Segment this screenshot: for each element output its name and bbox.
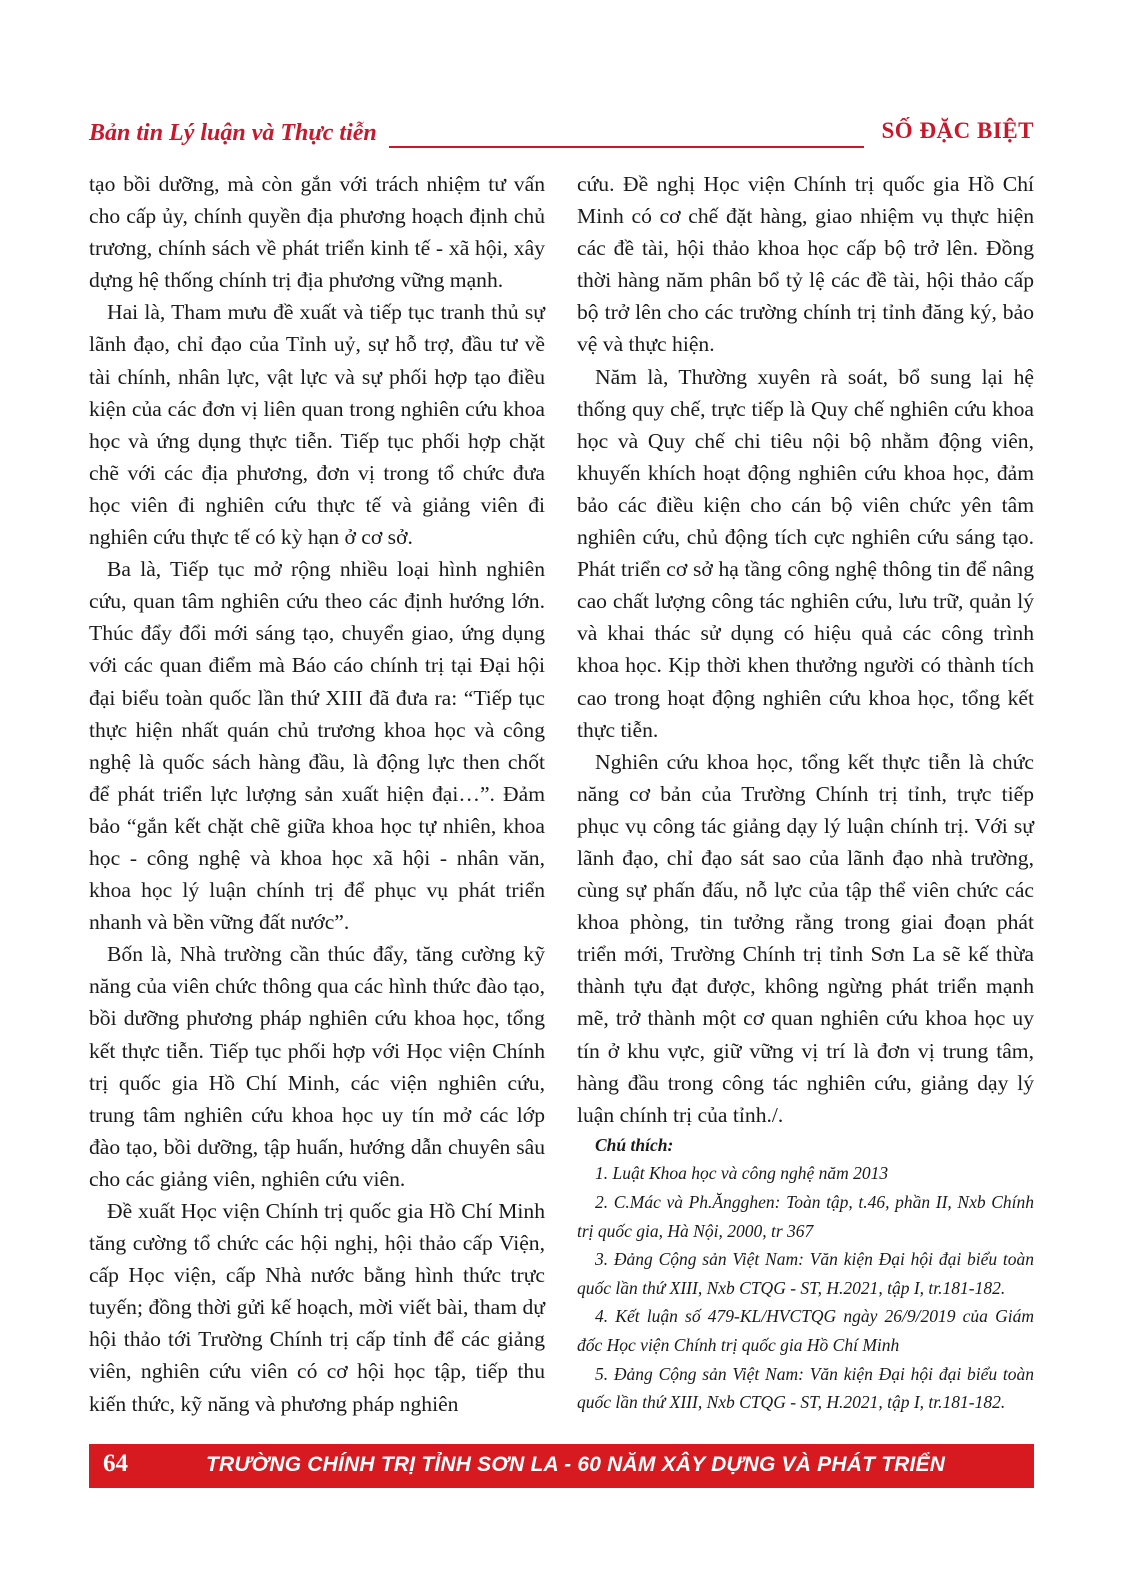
paragraph: Bốn là, Nhà trường cần thúc đẩy, tăng cường kỹ năng của viên chức thông qua các hình thức đào tạo, bồi dưỡng phương pháp nghiên cứu khoa học, tổng kết thực tiễn. Tiếp tục phối hợp với Học viện Chính trị quốc gia Hồ Chí Minh, các viện nghiên cứu, trung tâm nghiên cứu khoa học uy tín mở các lớp đào tạo, bồi dưỡng, tập huấn, hướng dẫn chuyên sâu cho các giảng viên, nghiên cứu viên.: [89, 942, 545, 1191]
footer-title: TRƯỜNG CHÍNH TRỊ TỈNH SƠN LA - 60 NĂM XÂY DỰNG VÀ PHÁT TRIỂN: [206, 1453, 946, 1476]
page-header: [89, 118, 1034, 150]
bulletin-title: Bản tin Lý luận và Thực tiễn: [89, 120, 377, 146]
paragraph: Nghiên cứu khoa học, tổng kết thực tiễn là chức năng cơ bản của Trường Chính trị tỉnh, trực tiếp phục vụ công tác giảng dạy lý luận chính trị. Với sự lãnh đạo, chỉ đạo sát sao của lãnh đạo nhà trường, cùng sự phấn đấu, nỗ lực của tập thể viên chức các khoa phòng, tin tưởng rằng trong giai đoạn phát triển mới, Trường Chính trị tỉnh Sơn La sẽ kế thừa thành tựu đạt được, không ngừng phát triển mạnh mẽ, trở thành một cơ quan nghiên cứu khoa học uy tín ở khu vực, giữ vững vị trí là đơn vị trung tâm, hàng đầu trong công tác nghiên cứu, giảng dạy lý luận chính trị của tỉnh./.: [577, 749, 1034, 1127]
footnote-item: 2. C.Mác và Ph.Ăngghen: Toàn tập, t.46, phần II, Nxb Chính trị quốc gia, Hà Nội, 2000, tr 367: [577, 1192, 1034, 1241]
footnote-item: 3. Đảng Cộng sản Việt Nam: Văn kiện Đại hội đại biểu toàn quốc lần thứ XIII, Nxb CTQG - ST, H.2021, tập I, tr.181-182.: [577, 1249, 1034, 1298]
paragraph: cứu. Đề nghị Học viện Chính trị quốc gia Hồ Chí Minh có cơ chế đặt hàng, giao nhiệm vụ thực hiện các đề tài, hội thảo khoa học cấp bộ trở lên. Đồng thời hàng năm phân bổ tỷ lệ các đề tài, hội thảo cấp bộ trở lên cho các trường chính trị tỉnh đăng ký, bảo vệ và thực hiện.: [577, 172, 1034, 357]
footnote-item: 5. Đảng Cộng sản Việt Nam: Văn kiện Đại hội đại biểu toàn quốc lần thứ XIII, Nxb CTQG - ST, H.2021, tập I, tr.181-182.: [577, 1363, 1034, 1413]
issue-label: SỐ ĐẶC BIỆT: [881, 118, 1034, 143]
paragraph: tạo bồi dưỡng, mà còn gắn với trách nhiệm tư vấn cho cấp ủy, chính quyền địa phương hoạch định chủ trương, chính sách về phát triển kinh tế - xã hội, xây dựng hệ thống chính trị địa phương vững mạnh.: [89, 172, 545, 293]
paragraph: Hai là, Tham mưu đề xuất và tiếp tục tranh thủ sự lãnh đạo, chỉ đạo của Tỉnh uỷ, sự hỗ trợ, đầu tư về tài chính, nhân lực, vật lực và sự phối hợp tạo điều kiện của các đơn vị liên quan trong nghiên cứu khoa học và ứng dụng thực tiễn. Tiếp tục phối hợp chặt chẽ với các địa phương, đơn vị trong tổ chức đưa học viên đi nghiên cứu thực tế và giảng viên đi nghiên cứu thực tế có kỳ hạn ở cơ sở.: [89, 300, 545, 550]
footnote-item: 1. Luật Khoa học và công nghệ năm 2013: [595, 1163, 889, 1184]
left-column: [89, 168, 545, 1420]
paragraph: Ba là, Tiếp tục mở rộng nhiều loại hình nghiên cứu, quan tâm nghiên cứu theo các định hướng lớn. Thúc đẩy đổi mới sáng tạo, chuyển giao, ứng dụng với các quan điểm mà Báo cáo chính trị tại Đại hội đại biểu toàn quốc lần thứ XIII đã đưa ra: “Tiếp tục thực hiện nhất quán chủ trương khoa học và công nghệ là quốc sách hàng đầu, là động lực then chốt để phát triển lực lượng sản xuất hiện đại…”. Đảm bảo “gắn kết chặt chẽ giữa khoa học tự nhiên, khoa học - công nghệ và khoa học xã hội - nhân văn, khoa học lý luận chính trị để phục vụ phát triển nhanh và bền vững đất nước”.: [89, 557, 545, 935]
page-number: 64: [103, 1450, 128, 1477]
paragraph: Đề xuất Học viện Chính trị quốc gia Hồ Chí Minh tăng cường tổ chức các hội nghị, hội thảo cấp Viện, cấp Học viện, cấp Nhà nước bằng hình thức trực tuyến; đồng thời gửi kế hoạch, mời viết bài, tham dự hội thảo tới Trường Chính trị cấp tỉnh để các giảng viên, nghiên cứu viên có cơ hội học tập, tiếp thu kiến thức, kỹ năng và phương pháp nghiên: [89, 1199, 545, 1416]
footnote-item: 4. Kết luận số 479-KL/HVCTQG ngày 26/9/2019 của Giám đốc Học viện Chính trị quốc gia Hồ Chí Minh: [577, 1306, 1034, 1355]
header-rule: [389, 146, 864, 148]
footnotes: [577, 1131, 1034, 1417]
footnotes-heading: Chú thích:: [595, 1134, 674, 1155]
right-column: [577, 168, 1034, 1417]
page-footer: [89, 1444, 1034, 1488]
paragraph: Năm là, Thường xuyên rà soát, bổ sung lại hệ thống quy chế, trực tiếp là Quy chế nghiên cứu khoa học và Quy chế chi tiêu nội bộ nhằm động viên, khuyến khích hoạt động nghiên cứu khoa học, đảm bảo các điều kiện cho cán bộ viên chức yên tâm nghiên cứu, chủ động tích cực nghiên cứu sáng tạo. Phát triển cơ sở hạ tầng công nghệ thông tin để nâng cao chất lượng công tác nghiên cứu, lưu trữ, quản lý và khai thác sử dụng có hiệu quả các công trình khoa học. Kịp thời khen thưởng người có thành tích cao trong hoạt động nghiên cứu khoa học, tổng kết thực tiễn.: [577, 364, 1034, 742]
